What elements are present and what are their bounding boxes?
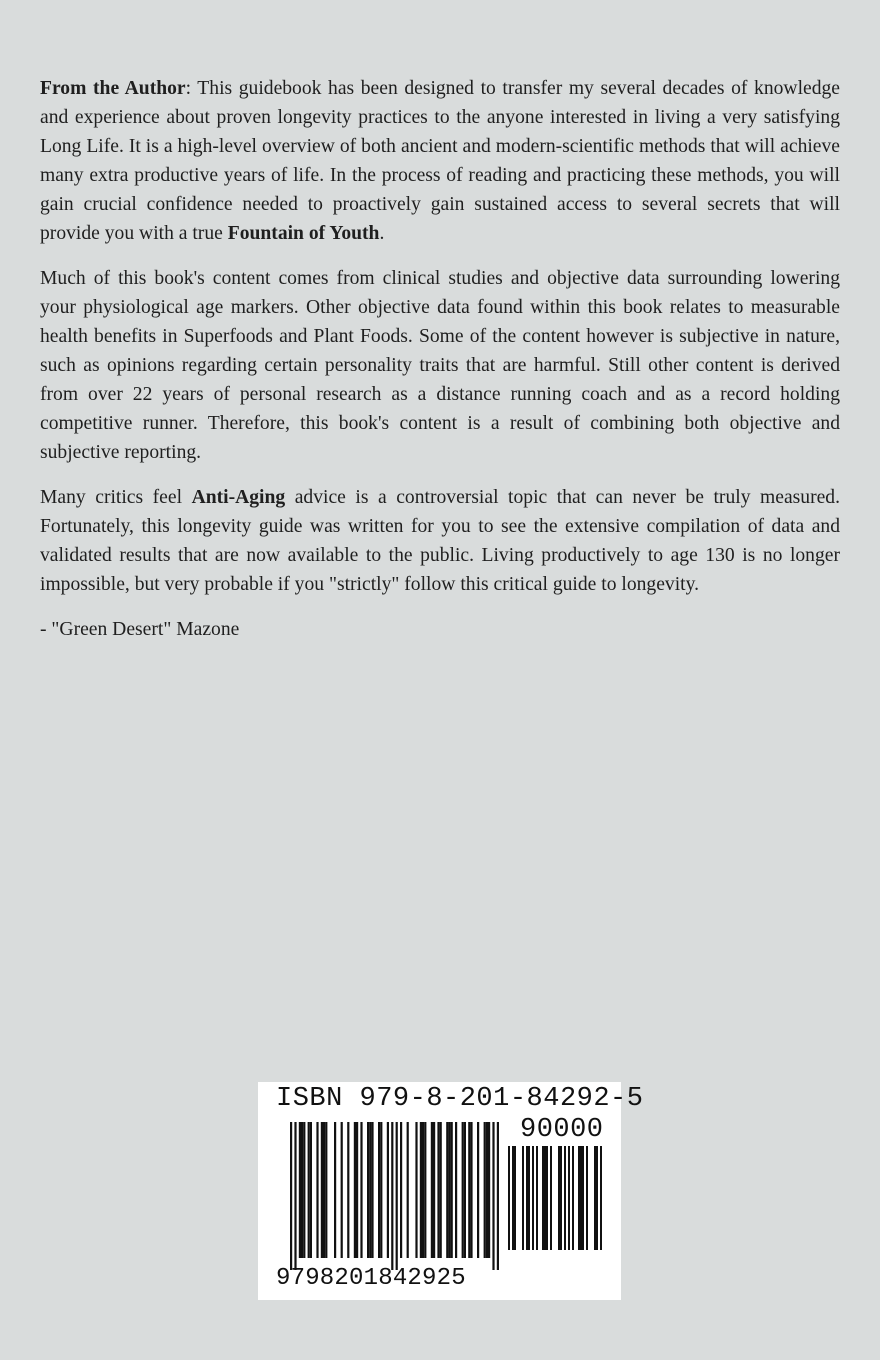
ean13-bar [371, 1122, 373, 1258]
addon-bar [514, 1146, 516, 1250]
addon-bar [546, 1146, 548, 1250]
ean13-bar [492, 1122, 494, 1270]
addon-bar [522, 1146, 524, 1250]
ean13-bar [437, 1122, 439, 1258]
addon-bars [508, 1146, 604, 1250]
ean13-bar [301, 1122, 303, 1258]
ean13-bar [321, 1122, 323, 1258]
addon-bar [580, 1146, 582, 1250]
from-the-author-heading: From the Author [40, 78, 186, 99]
ean13-bar [341, 1122, 343, 1258]
ean13-bar [334, 1122, 336, 1258]
ean13-bar [462, 1122, 464, 1258]
addon-bar [536, 1146, 538, 1250]
ean13-bar [391, 1122, 393, 1270]
ean13-bars [290, 1122, 504, 1270]
addon-bar [564, 1146, 566, 1250]
ean13-bar [290, 1122, 292, 1270]
author-note [40, 74, 840, 644]
ean13-bar [497, 1122, 499, 1270]
addon-bar [544, 1146, 546, 1250]
addon-bar [586, 1146, 588, 1250]
addon-bar [512, 1146, 514, 1250]
ean13-bar [424, 1122, 426, 1258]
paragraph-intro: From the Author: This guidebook has been designed to transfer my several decades of knowledge and experience about proven longevity practices to the anyone interested in living a very satisfying Long Life. It is a high-level overview of both ancient and modern-scientific methods that will achieve many extra productive years of life. In the process of reading and practicing these methods, you will gain crucial confidence needed to proactively gain sustained access to several secrets that will provide you with a true Fountain of Youth. [40, 78, 840, 244]
ean13-bar [354, 1122, 356, 1258]
ean13-bar [415, 1122, 417, 1258]
ean13-bar [356, 1122, 358, 1258]
addon-bar [532, 1146, 534, 1250]
addon-bar [582, 1146, 584, 1250]
ean13-bar [420, 1122, 422, 1258]
addon-bar [568, 1146, 570, 1250]
isbn-label: ISBN 979-8-201-84292-5 [276, 1084, 644, 1114]
ean13-bar [360, 1122, 362, 1258]
ean13-bar [316, 1122, 318, 1258]
ean13-bar [325, 1122, 327, 1258]
ean13-bar [440, 1122, 442, 1258]
fountain-of-youth-emphasis: Fountain of Youth [227, 223, 380, 244]
addon-bar [508, 1146, 510, 1250]
addon-bar [528, 1146, 530, 1250]
ean13-bar [299, 1122, 301, 1258]
ean13-bar [422, 1122, 424, 1258]
addon-bar [578, 1146, 580, 1250]
addon-bar [596, 1146, 598, 1250]
ean13-bar [396, 1122, 398, 1270]
addon-bar [594, 1146, 596, 1250]
ean13-bar [369, 1122, 371, 1258]
ean13-bar [308, 1122, 310, 1258]
ean13-bar [446, 1122, 448, 1258]
isbn-barcode [258, 1082, 644, 1300]
addon-bar [600, 1146, 602, 1250]
anti-aging-emphasis: Anti-Aging [191, 487, 286, 508]
ean13-bar [380, 1122, 382, 1258]
ean13-bar [433, 1122, 435, 1258]
addon-bar [572, 1146, 574, 1250]
ean13-bar [400, 1122, 402, 1258]
addon-bar [526, 1146, 528, 1250]
ean13-bar [431, 1122, 433, 1258]
paragraph-anti-aging: Many critics feel Anti-Aging advice is a controversial topic that can never be truly measured. Fortunately, this longevity guide was written for you to see the extensive compilation of data and validated results that are now available to the public. Living productively to age 130 is no longer impossible, but very probable if you "strictly" follow this critical guide to longevity. [40, 487, 840, 595]
ean13-bar [488, 1122, 490, 1258]
ean13-bar [448, 1122, 450, 1258]
addon-bar [560, 1146, 562, 1250]
ean13-bar [303, 1122, 305, 1258]
ean13-bar [470, 1122, 472, 1258]
ean13-bar [310, 1122, 312, 1258]
ean13-bar [294, 1122, 296, 1270]
author-signature: - "Green Desert" Mazone [40, 619, 240, 640]
ean13-bar [378, 1122, 380, 1258]
ean13-bar [347, 1122, 349, 1258]
price-code-label: 90000 [520, 1115, 604, 1145]
ean13-bar [367, 1122, 369, 1258]
addon-bar [550, 1146, 552, 1250]
ean13-bar [464, 1122, 466, 1258]
ean13-bar [323, 1122, 325, 1258]
ean13-bar [451, 1122, 453, 1258]
barcode-digits: 9798201842925 [276, 1265, 466, 1292]
paragraph-content-sources: Much of this book's content comes from clinical studies and objective data surrounding lowering your physiological age markers. Other objective data found within this book relates to measurable health benefits in Superfoods and Plant Foods. Some of the content however is subjective in nature, such as opinions regarding certain personality traits that are harmful. Still other content is derived from over 22 years of personal research as a distance running coach and as a record holding competitive runner. Therefore, this book's content is a result of combining both objective and subjective reporting. [40, 268, 840, 463]
ean13-bar [468, 1122, 470, 1258]
ean13-bar [486, 1122, 488, 1258]
ean13-bar [455, 1122, 457, 1258]
addon-bar [558, 1146, 560, 1250]
addon-bar [542, 1146, 544, 1250]
ean13-bar [387, 1122, 389, 1258]
ean13-bar [407, 1122, 409, 1258]
ean13-bar [477, 1122, 479, 1258]
ean13-bar [484, 1122, 486, 1258]
